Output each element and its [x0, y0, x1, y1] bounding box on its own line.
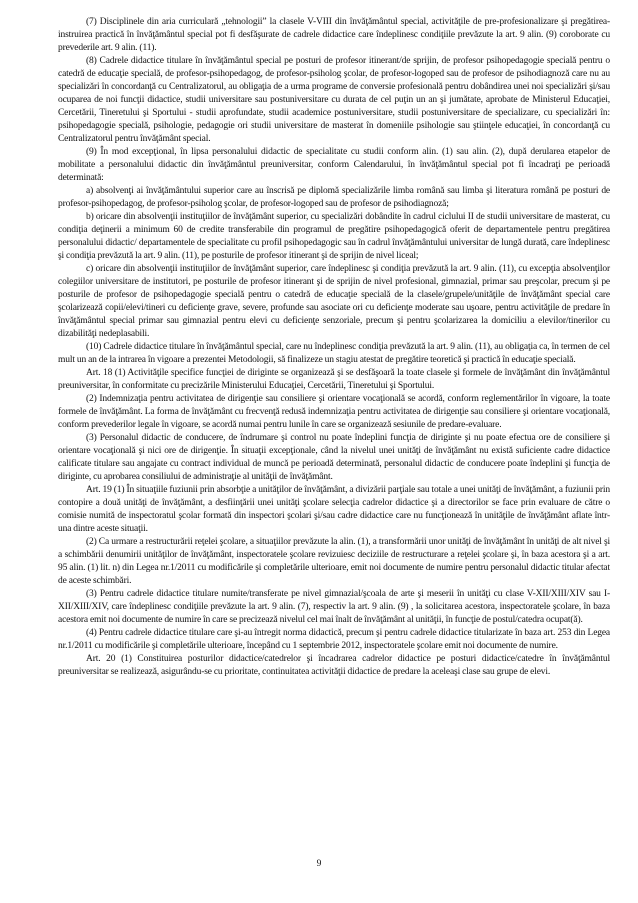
- paragraph-art19-2: (2) Ca urmare a restructurării reţelei şcolare, a situaţiilor prevăzute la alin. (1), a transformării unor unităţi de învăţământ în unităţi de alt nivel şi a schimbării denumirii unităţilor de învăţământ, inspectoratele şcolare revizuiesc deciziile de restructurare a reţelei şcolare şi, în baza acestora şi a art. 95 alin. (1) lit. n) din Legea nr.1/2011 cu modificările şi completările ulterioare, emit noi documente de numire pentru personalul didactic titular afectat de aceste schimbări.: [58, 537, 610, 586]
- paragraph-art18-1: Art. 18 (1) Activităţile specifice funcţiei de diriginte se organizează şi se desfăşoară la toate clasele şi formele de învăţământ din învăţământul preuniversitar, în conformitate cu precizările Ministerului Educaţiei, Cercetării, Tineretului şi Sportului.: [58, 368, 610, 391]
- paragraph-art17-9c: c) oricare din absolvenţii instituţiilor de învăţământ superior, care îndeplinesc şi condiţia prevăzută la art. 9 alin. (11), cu excepţia absolvenţilor colegiilor universitare de institutori, pe posturile de profesor itinerant şi de sprijin de nivel profesional, gimnazial, primar sau preşcolar, precum şi pe posturile de profesor de psihopedagogie specială pentru o catedră de educaţie specială de la clasele/grupele/unităţile de învăţământ special care şcolarizează copii/elevi/tineri cu deficienţe grave, severe, profunde sau asociate ori cu deficienţe moderate sau uşoare, pentru activităţile de predare în învăţământul special primar sau gimnazial pentru elevi cu deficienţe senzoriale, precum şi pentru şcolarizarea la domiciliu a elevilor/tinerilor cu dizabilităţi nedeplasabili.: [58, 264, 610, 339]
- paragraph-art17-10: (10) Cadrele didactice titulare în învăţământul special, care nu îndeplinesc condiţia prevăzută la art. 9 alin. (11), au obligaţia ca, în termen de cel mult un an de la intrarea în vigoare a prezentei Metodologii, să finalizeze un stagiu atestat de pregătire teoretică şi practică în educaţie specială.: [58, 342, 610, 365]
- paragraph-art17-9: (9) În mod excepţional, în lipsa personalului didactic de specialitate cu studii conform alin. (1) sau alin. (2), după derularea etapelor de mobilitate a personalului didactic din învăţământul preuniversitar, conform Calendarului, în învăţământul special pot fi încadraţi pe perioadă determinată:: [58, 147, 610, 183]
- paragraph-art20-1: Art. 20 (1) Constituirea posturilor didactice/catedrelor şi încadrarea cadrelor didactice pe posturi didactice/catedre în învăţământul preuniversitar se realizează, asigurându-se cu prioritate, continuitatea activităţii didactice de predare la aceleaşi clase sau grupe de elevi.: [58, 654, 610, 677]
- paragraph-art17-8: (8) Cadrele didactice titulare în învăţământul special pe posturi de profesor itinerant/de sprijin, de profesor psihopedagogie specială pentru o catedră de educaţie specială, de profesor-psihopedagog, de profesor-psiholog şcolar, de profesor-logoped sau de profesor de psihodiagnoză care nu au specializări în concordanţă cu Centralizatorul, au obligaţia de a urma programe de conversie profesională pentru dobândirea unei noi specializări şi/sau ocuparea de noi funcţii didactice, studii universitare sau postuniversitare cu durata de cel puţin un an şi jumătate, aprobate de Ministerul Educaţiei, Cercetării, Tineretului şi Sportului - studii aprofundate, studii academice postuniversitare, studii postuniversitare de specializare, cu specializări în: psihopedagogie specială, psihologie, pedagogie ori studii universitare de masterat în domeniile psihologie sau ştiinţele educaţiei, în concordanţă cu Centralizatorul pentru învăţământ special.: [58, 56, 610, 144]
- document-body: [58, 16, 610, 679]
- paragraph-art19-3: (3) Pentru cadrele didactice titulare numite/transferate pe nivel gimnazial/şcoala de arte şi meserii în unităţi cu clase V-XII/XIII/XIV sau I-XII/XIII/XIV, care îndeplinesc condiţiile prevăzute la art. 9 alin. (7), respectiv la art. 9 alin. (9) , la solicitarea acestora, inspectoratele şcolare, în baza acestora emit noi documente de numire în care se precizează nivelul cel mai înalt de învăţământ al unităţii, în funcţie de postul/catedra ocupat(ă).: [58, 589, 610, 625]
- page-number: 9: [316, 859, 322, 869]
- paragraph-art19-4: (4) Pentru cadrele didactice titulare care şi-au întregit norma didactică, precum şi pentru cadrele didactice titularizate în baza art. 253 din Legea nr.1/2011 cu modificările şi completările ulterioare, începând cu 1 septembrie 2012, inspectoratele şcolare emit noi documente de numire.: [58, 628, 610, 651]
- paragraph-art17-7: (7) Disciplinele din aria curriculară „tehnologii” la clasele V-VIII din învăţământul special, activităţile de pre-profesionalizare şi pregătirea-instruirea practică în învăţământul special pot fi desfăşurate de cadrele didactice care îndeplinesc condiţiile prevăzute la art. 9 alin. (9) coroborate cu prevederile art. 9 alin. (11).: [58, 17, 610, 53]
- paragraph-art18-2: (2) Indemnizaţia pentru activitatea de dirigenţie sau consiliere şi orientare vocaţională se acordă, conform reglementărilor în vigoare, la toate formele de învăţământ. La forma de învăţământ cu frecvenţă redusă indemnizaţia pentru activitatea de dirigenţie sau consiliere şi orientare vocaţională, conform prevederilor legale în vigoare, se acordă numai pentru lunile în care se organizează sesiunile de predare-evaluare.: [58, 394, 610, 430]
- paragraph-art17-9b: b) oricare din absolvenţii instituţiilor de învăţământ superior, cu specializări dobândite în cadrul ciclului II de studii universitare de masterat, cu condiţia deţinerii a minimum 60 de credite transferabile din programul de pregătire psihopedagogică oferit de departamentele pentru pregătirea personalului didactic/ departamentele de specialitate cu profil psihopedagogic sau în cadrul învăţământului universitar de lungă durată, care îndeplinesc şi condiţia prevăzută la art. 9 alin. (11), pe posturile de profesor itinerant şi de sprijin de nivel liceal;: [58, 212, 610, 261]
- paragraph-art19-1: Art. 19 (1) În situaţiile fuziunii prin absorbţie a unităţilor de învăţământ, a divizării parţiale sau totale a unei unităţi de învăţământ, a fuziunii prin contopire a două unităţi de învăţământ, a desfiinţării unei unităţi şcolare selecţia cadrelor didactice şi a directorilor se face prin evaluare de către o comisie numită de inspectoratul şcolar formată din inspectori şcolari şi/sau cadre didactice care nu funcţionează în unităţile de învăţământ aflate într-una dintre aceste situaţii.: [58, 485, 610, 534]
- paragraph-art18-3: (3) Personalul didactic de conducere, de îndrumare şi control nu poate îndeplini funcţia de diriginte şi nu poate efectua ore de consiliere şi orientare vocaţională şi nici ore de dirigenţie. În situaţii excepţionale, când la nivelul unei unităţi de învăţământ nu există suficiente cadre didactice calificate titulare sau angajate cu contract individual de muncă pe perioadă determinată, personalul didactic de conducere poate îndeplini şi funcţia de diriginte, cu aprobarea consiliului de administraţie al unităţii de învăţământ.: [58, 433, 610, 482]
- paragraph-art17-9a: a) absolvenţi ai învăţământului superior care au înscrisă pe diplomă specializările limba română sau limba şi literatura română pe posturi de profesor-psihopedagog, de profesor-psiholog şcolar, de profesor-logoped sau de profesor de psihodiagnoză;: [58, 186, 610, 209]
